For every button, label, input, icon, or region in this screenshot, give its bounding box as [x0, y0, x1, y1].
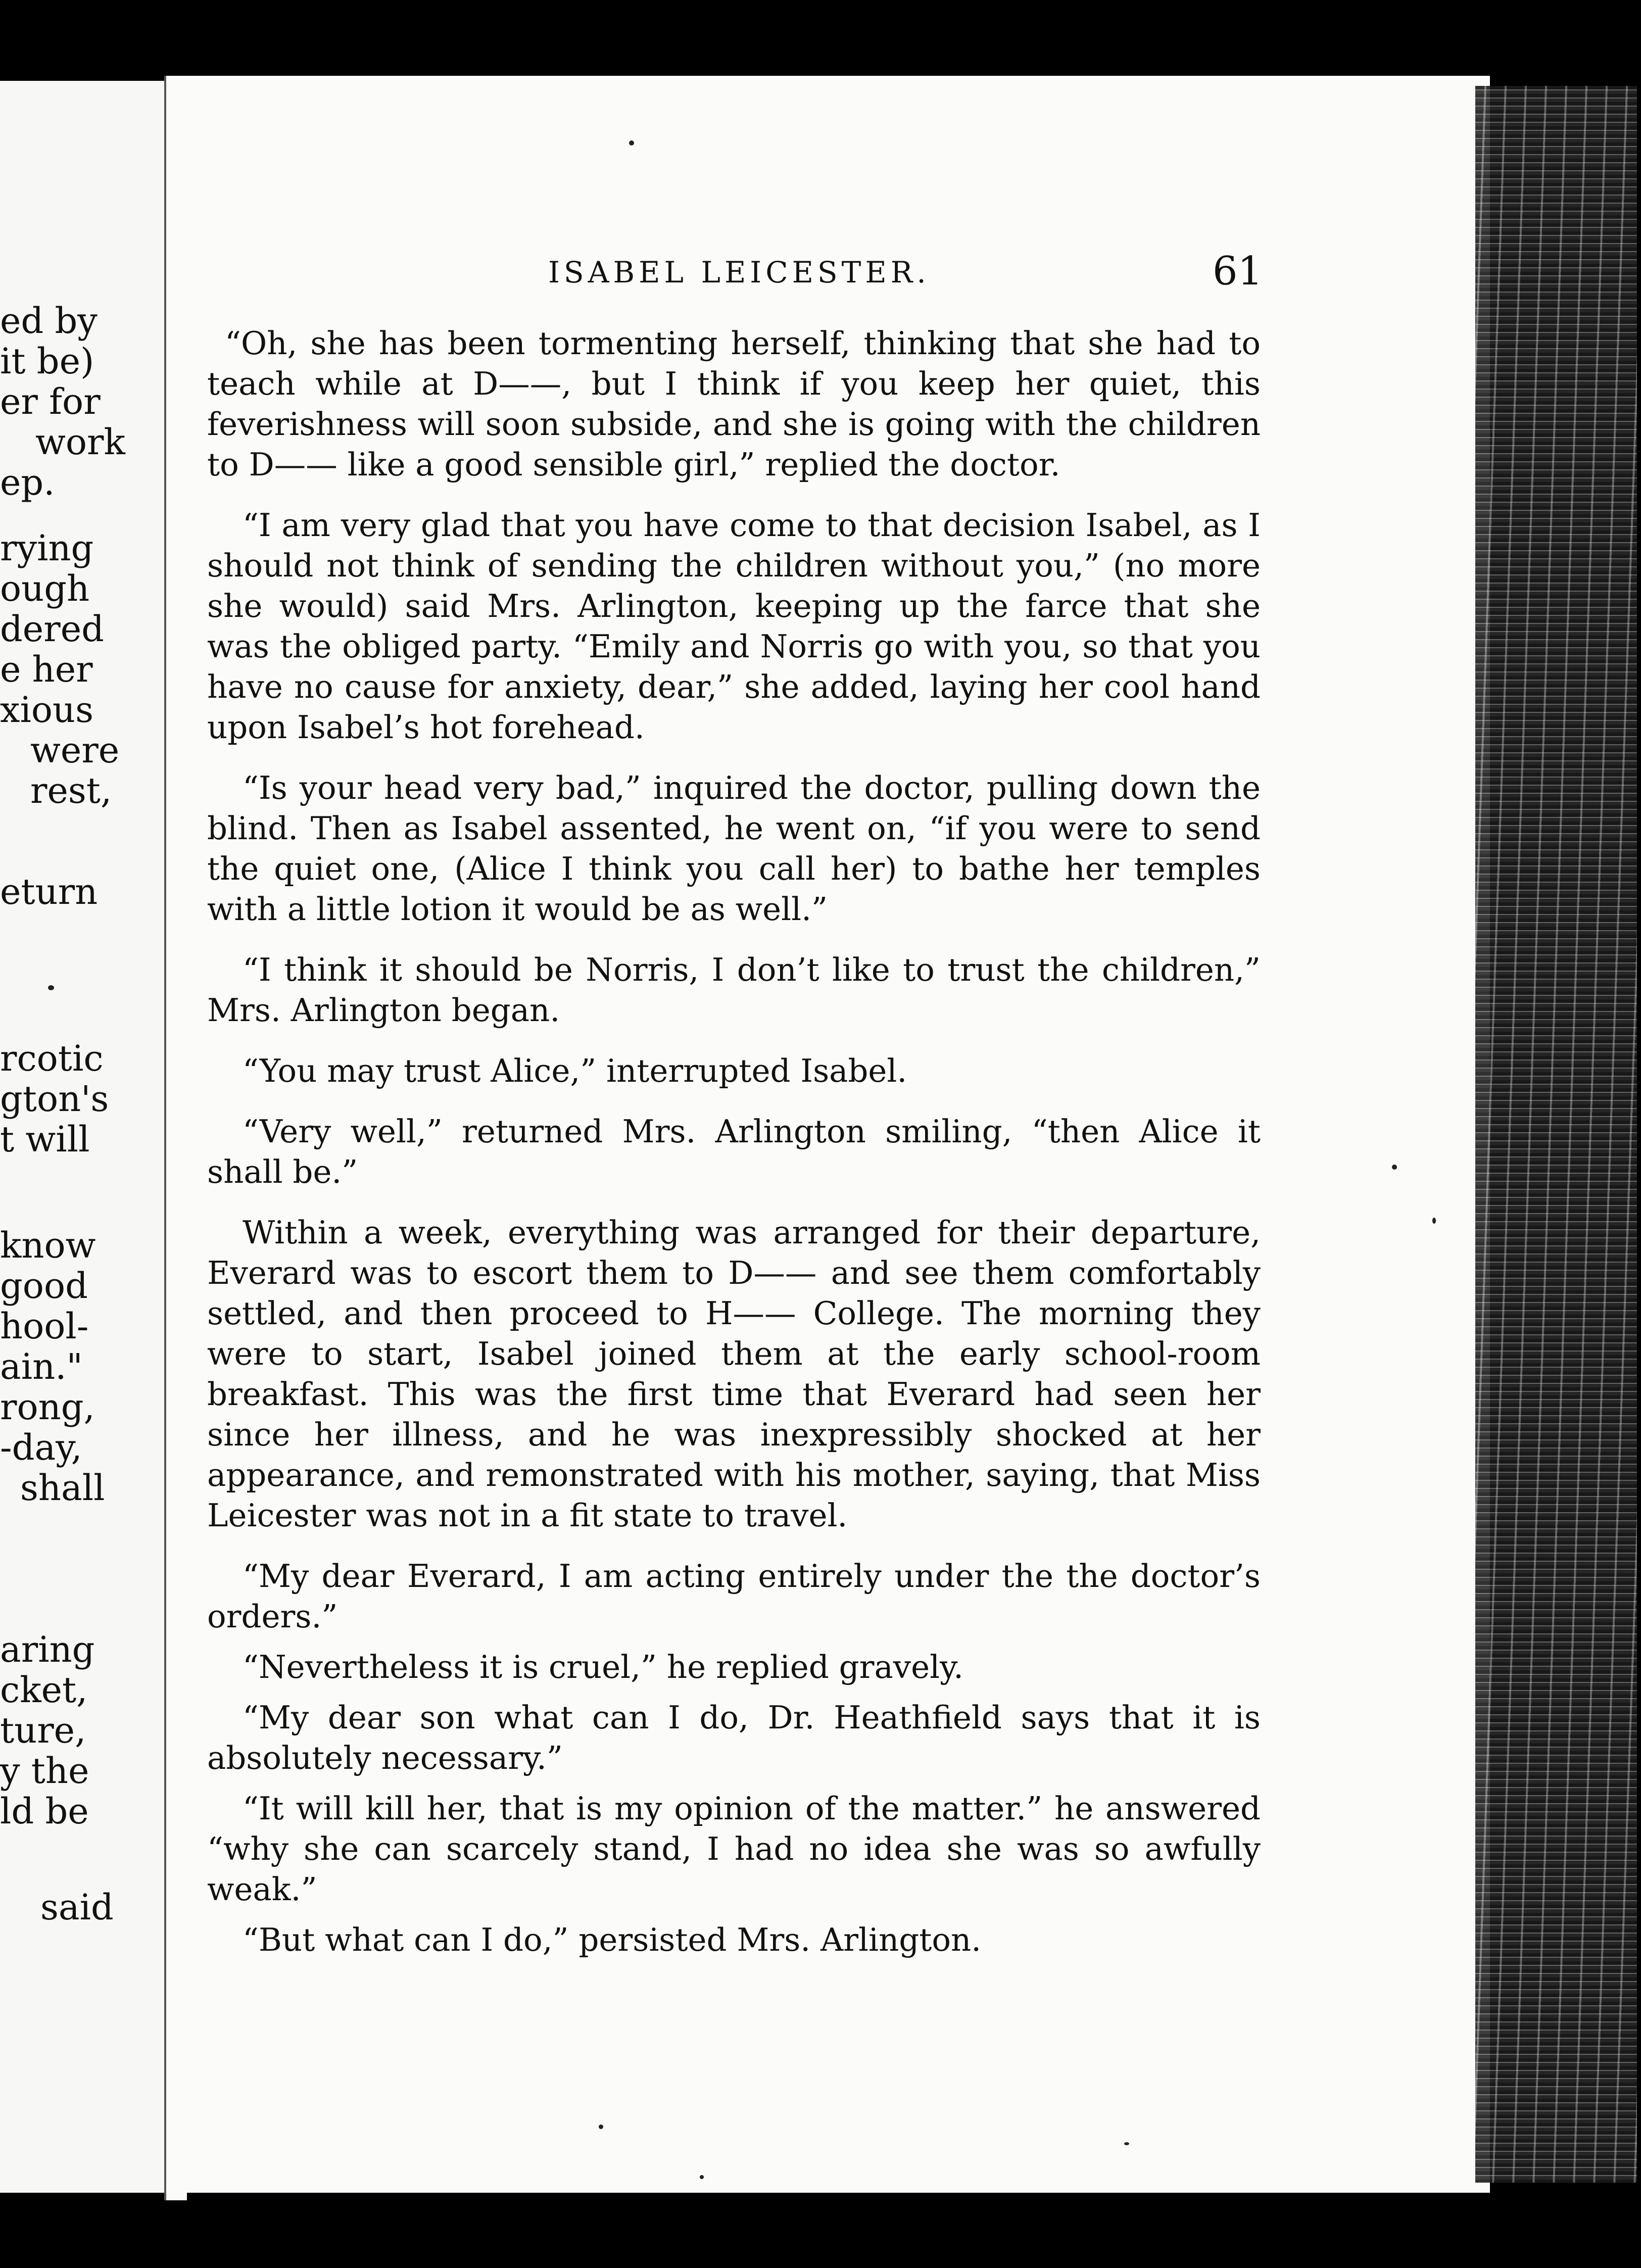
left-fragment: e her	[0, 649, 93, 690]
paragraph: “My dear Everard, I am acting entirely under the the doctor’s orders.”	[207, 1558, 1261, 1635]
left-fragment: work	[35, 421, 125, 463]
paragraph: “It will kill her, that is my opinion of the matter.” he answered “why she can scarcely stand, I had no idea she was so awfully weak.”	[207, 1790, 1261, 1908]
ink-speck	[48, 985, 54, 990]
paragraph: “But what can I do,” persisted Mrs. Arlington.	[243, 1921, 982, 1958]
left-fragment: ture,	[0, 1710, 86, 1751]
left-fragment: shall	[20, 1467, 105, 1509]
left-fragment: aring	[0, 1629, 95, 1670]
paragraph: Within a week, everything was arranged for their departure, Everard was to escort them to D—— and see them comfortably settled, and then proceed to H—— College. The morning they were to start, Isabel joined them at the early school-room breakfast. This was the first time that Everard had seen her since her illness, and he was inexpressibly shocked at her appearance, and remonstrated with his mother, saying, that Miss Leicester was not in a fit state to travel.	[207, 1214, 1261, 1534]
left-fragment: ed by	[0, 300, 98, 342]
left-fragment: know	[0, 1225, 96, 1266]
page-fore-edge	[1475, 86, 1637, 2183]
left-fragment: y the	[0, 1750, 89, 1792]
left-fragment: were	[30, 730, 120, 771]
paragraph: “You may trust Alice,” interrupted Isabel.	[243, 1052, 907, 1089]
ink-speck	[1124, 2142, 1129, 2145]
left-fragment: ld be	[0, 1791, 89, 1832]
running-title: ISABEL LEICESTER.	[548, 255, 930, 289]
left-fragment: ain."	[0, 1346, 83, 1387]
ink-speck	[629, 140, 634, 146]
left-fragment: it be)	[0, 341, 94, 382]
ink-speck	[700, 2175, 704, 2179]
ink-speck	[1392, 1165, 1397, 1170]
paragraph: “I am very glad that you have come to that decision Isabel, as I should not think of sending the children without you,” (no more she would) said Mrs. Arlington, keeping up the farce that she was the obliged party. “Emily and Norris go with you, so that you have no cause for anxiety, dear,” she added, laying her cool hand upon Isabel’s hot forehead.	[207, 507, 1261, 746]
ink-speck	[1432, 1218, 1436, 1224]
left-fragment: xious	[0, 689, 94, 731]
bottom-border	[187, 2193, 1490, 2213]
left-fragment: rying	[0, 527, 94, 569]
left-fragment: dered	[0, 608, 104, 650]
left-fragment: ep.	[0, 462, 55, 503]
left-fragment: rcotic	[0, 1038, 104, 1079]
paragraph: “Is your head very bad,” inquired the doctor, pulling down the blind. Then as Isabel assented, he went on, “if you were to send the quiet one, (Alice I think you call her) to bathe her temples with a little lotion it would be as well.”	[207, 769, 1261, 928]
ink-speck	[599, 2125, 603, 2129]
left-fragment: ough	[0, 568, 90, 609]
paragraph: “Oh, she has been tormenting herself, thinking that she had to teach while at D——, but I think if you keep her quiet, this feverishness will soon subside, and she is going with the children to D—— like a good sensible girl,” replied the doctor.	[207, 325, 1261, 483]
page-number: 61	[1213, 249, 1263, 294]
left-fragment: said	[40, 1887, 114, 1928]
left-fragment: er for	[0, 381, 101, 422]
paragraph: “I think it should be Norris, I don’t like to trust the children,” Mrs. Arlington began.	[207, 951, 1261, 1029]
paragraph: “My dear son what can I do, Dr. Heathfield says that it is absolutely necessary.”	[207, 1699, 1261, 1776]
paragraph: “Very well,” returned Mrs. Arlington smiling, “then Alice it shall be.”	[207, 1113, 1261, 1190]
left-fragment: -day,	[0, 1427, 82, 1468]
left-fragment: t will	[0, 1119, 90, 1160]
left-fragment: rong,	[0, 1386, 95, 1428]
left-fragment: rest,	[30, 770, 112, 811]
left-fragment: hool-	[0, 1306, 89, 1347]
body-text	[207, 323, 1261, 1981]
left-fragment: cket,	[0, 1669, 88, 1711]
left-fragment: good	[0, 1265, 88, 1307]
left-fragment: eturn	[0, 871, 98, 912]
left-fragment: gton's	[0, 1078, 109, 1120]
paragraph: “Nevertheless it is cruel,” he replied gravely.	[243, 1649, 963, 1685]
